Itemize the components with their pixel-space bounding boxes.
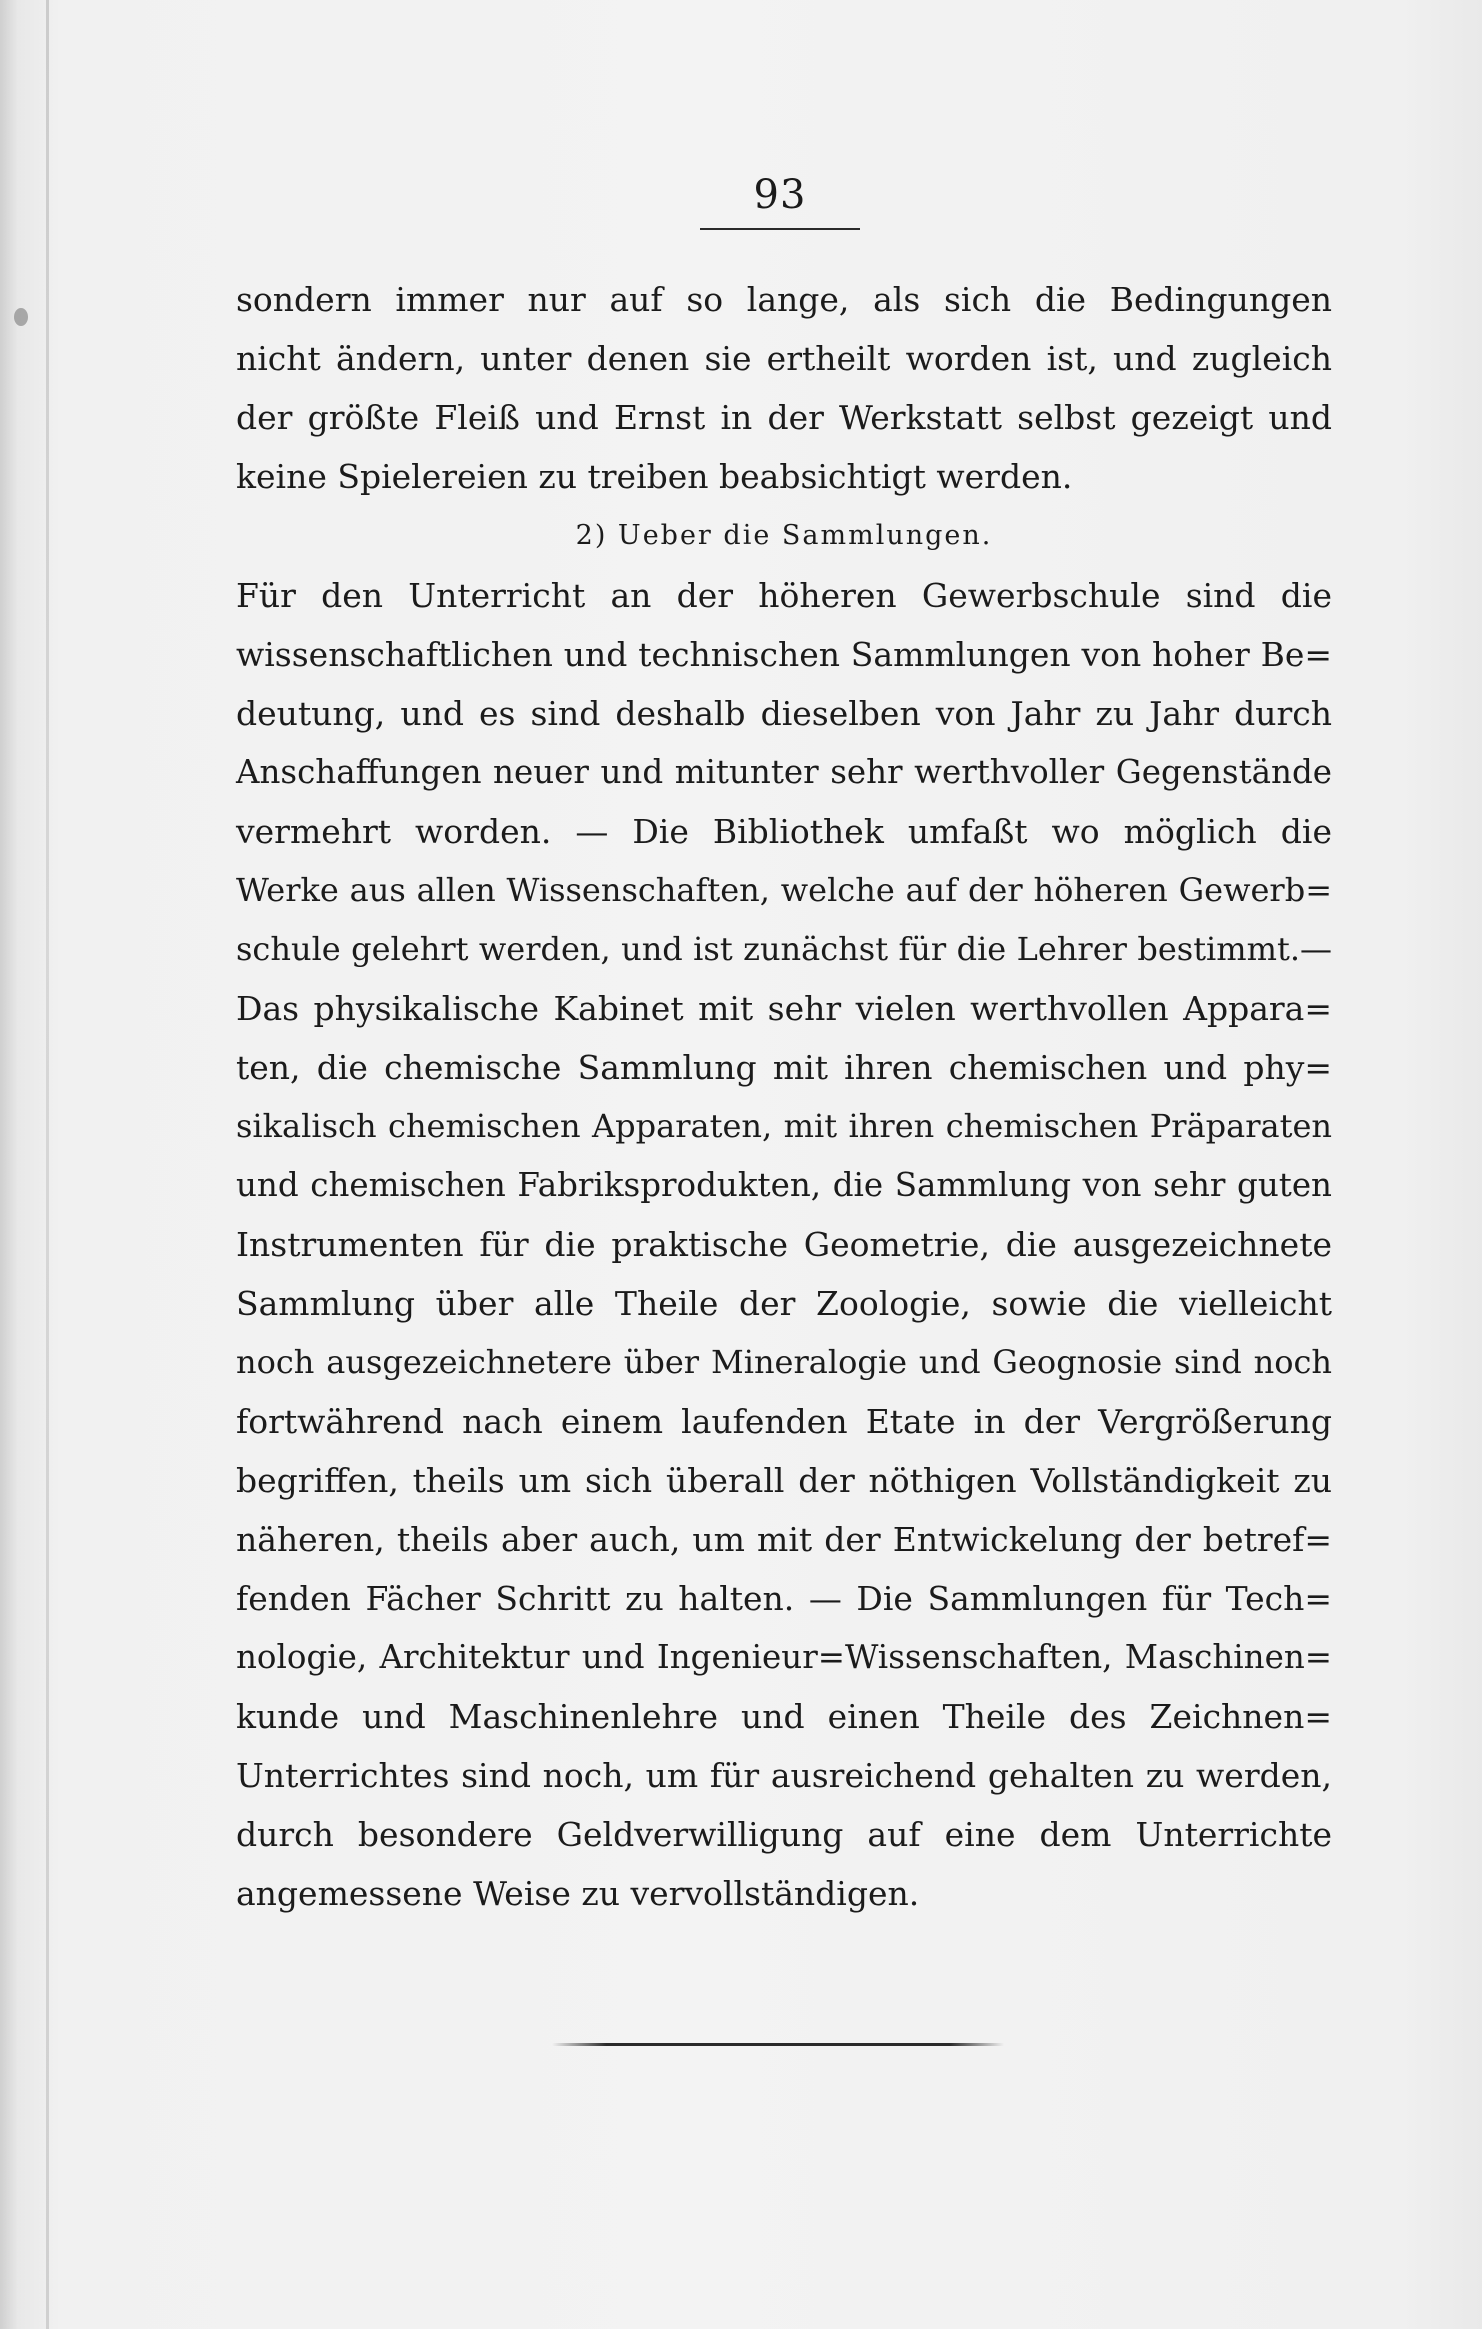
text-line: Instrumenten für die praktische Geometrie, die ausgezeichnete: [236, 1225, 1332, 1264]
text-line: ten, die chemische Sammlung mit ihren chemischen und phy=: [236, 1048, 1332, 1087]
text-line: durch besondere Geldverwilligung auf eine dem Unterrichte: [236, 1815, 1332, 1854]
text-line: begriffen, theils um sich überall der nöthigen Vollständigkeit zu: [236, 1461, 1332, 1500]
text-line: vermehrt worden. — Die Bibliothek umfaßt wo möglich die: [236, 812, 1332, 851]
text-line: Sammlung über alle Theile der Zoologie, sowie die vielleicht: [236, 1284, 1332, 1323]
page-number-rule: [700, 228, 860, 230]
text-line: noch ausgezeichnetere über Mineralogie und Geognosie sind noch: [236, 1343, 1332, 1381]
text-line: Unterrichtes sind noch, um für ausreichend gehalten zu werden,: [236, 1756, 1332, 1795]
text-line: fenden Fächer Schritt zu halten. — Die Sammlungen für Tech=: [236, 1579, 1332, 1618]
text-line: Für den Unterricht an der höheren Gewerbschule sind die: [236, 576, 1332, 615]
text-line: Anschaffungen neuer und mitunter sehr werthvoller Gegenstände: [236, 753, 1332, 791]
text-line: deutung, und es sind deshalb dieselben von Jahr zu Jahr durch: [236, 694, 1332, 733]
body-text: [236, 270, 1332, 1923]
text-line: wissenschaftlichen und technischen Sammlungen von hoher Be=: [236, 635, 1332, 674]
text-line: Werke aus allen Wissenschaften, welche auf der höheren Gewerb=: [236, 871, 1332, 909]
text-line: näheren, theils aber auch, um mit der Entwickelung der betref=: [236, 1520, 1332, 1559]
text-line: fortwährend nach einem laufenden Etate in der Vergrößerung: [236, 1402, 1332, 1441]
text-line: Das physikalische Kabinet mit sehr vielen werthvollen Appara=: [236, 989, 1332, 1028]
text-line: nologie, Architektur und Ingenieur=Wissenschaften, Maschinen=: [236, 1638, 1332, 1676]
paper-stain: [14, 308, 28, 326]
text-line: angemessene Weise zu vervollständigen.: [236, 1874, 920, 1913]
page-number: 93: [753, 172, 807, 218]
end-rule: [552, 2043, 1004, 2046]
text-line: nicht ändern, unter denen sie ertheilt worden ist, und zugleich: [236, 339, 1332, 378]
text-line: keine Spielereien zu treiben beabsichtigt werden.: [236, 457, 1073, 496]
text-line: kunde und Maschinenlehre und einen Theile des Zeichnen=: [236, 1697, 1332, 1736]
text-line: schule gelehrt werden, und ist zunächst für die Lehrer bestimmt.—: [236, 930, 1332, 968]
text-line: sondern immer nur auf so lange, als sich die Bedingungen: [236, 280, 1332, 319]
text-line: sikalisch chemischen Apparaten, mit ihren chemischen Präparaten: [236, 1107, 1332, 1145]
text-line: der größte Fleiß und Ernst in der Werkstatt selbst gezeigt und: [236, 398, 1332, 437]
text-line: und chemischen Fabriksprodukten, die Sammlung von sehr guten: [236, 1166, 1332, 1204]
page-gutter-shadow: [46, 0, 49, 2329]
section-heading: 2) Ueber die Sammlungen.: [575, 520, 993, 551]
